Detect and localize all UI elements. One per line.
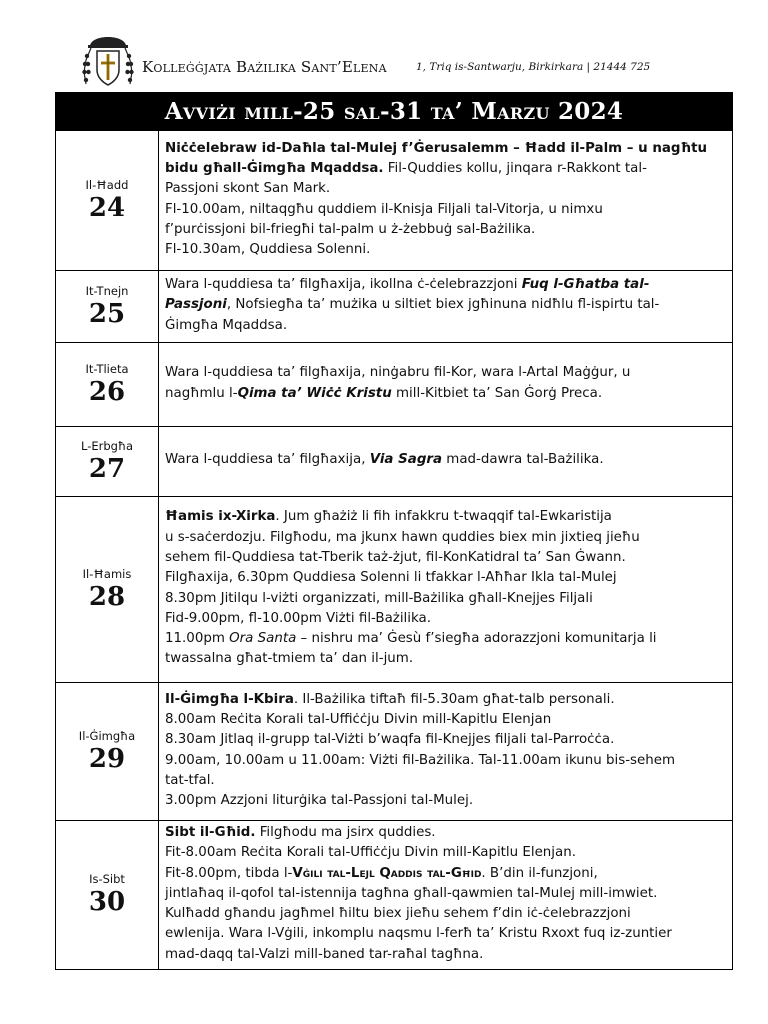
notice-line: [165, 649, 726, 669]
day-name: Il-Ġimgħa: [78, 728, 136, 743]
notice-line: [165, 316, 726, 336]
day-number: 26: [88, 376, 126, 407]
notice-segment: . Il-Bażilika tiftaħ fil-5.30am għat-talb personali.: [293, 691, 615, 707]
page-title: Avviżi mill-25 sal-31 ta’ Marzu 2024: [55, 92, 733, 130]
notice-line: [165, 450, 726, 470]
day-cell: [56, 683, 159, 821]
notice-segment: Ora Santa: [229, 631, 297, 647]
notice-segment: . Jum għażiż li fih infakkru t-twaqqif tal-Ewkaristija: [275, 509, 612, 525]
notice-segment: Niċċelebraw id-Daħla tal-Mulej f’Ġerusalemm – Ħadd il-Palm – u nagħtu: [165, 140, 708, 156]
notice-line: [165, 159, 726, 179]
day-cell: [56, 271, 159, 343]
notice-line: [165, 904, 726, 924]
notice-segment: – nishru ma’ Ġesù f’siegħa adorazzjoni komunitarja li: [296, 631, 657, 647]
notice-segment: 11.00pm: [165, 631, 230, 647]
notice-segment: Il-Ġimgħa l-Kbira: [165, 691, 294, 707]
notice-text: [159, 131, 733, 271]
day-row: [56, 343, 733, 427]
notice-line: [165, 864, 726, 884]
notice-text: [159, 343, 733, 427]
day-cell: [56, 821, 159, 970]
coat-of-arms-icon: [82, 34, 134, 90]
notice-line: [165, 275, 726, 295]
notice-line: [165, 528, 726, 548]
notice-segment: mad-dawra tal-Bażilika.: [442, 452, 604, 468]
notice-text: [159, 427, 733, 497]
day-name: Is-Sibt: [89, 872, 125, 887]
notice-segment: 8.30pm Jitilqu l-viżti organizzati, mill-Bażilika għall-Knejjes Filjali: [165, 590, 593, 606]
notice-segment: Fil-Quddies kollu, jinqara r-Rakkont tal-: [383, 160, 647, 176]
notice-segment: Ġimgħa Mqaddsa.: [165, 317, 288, 333]
day-number: 25: [88, 298, 126, 329]
notice-segment: sehem fil-Quddiesa tat-Tberik taż-żjut, fil-KonKatidral ta’ San Ġwann.: [165, 549, 626, 565]
notice-line: [165, 589, 726, 609]
notice-segment: Passjoni: [165, 297, 227, 313]
notice-segment: twassalna għat-tmiem ta’ dan il-jum.: [165, 651, 414, 667]
parish-name: Kolleġġjata Bażilika Sant’Elena: [142, 58, 387, 76]
notice-segment: Sibt il-Għid.: [165, 825, 256, 840]
notice-line: [165, 823, 726, 843]
notice-segment: Qima ta’ Wiċċ Kristu: [237, 385, 392, 401]
notice-segment: 3.00pm Azzjoni liturġika tal-Passjoni tal-Mulej.: [165, 793, 474, 809]
day-number: 27: [88, 453, 126, 484]
notice-line: [165, 139, 726, 159]
notice-segment: f’purċissjoni bil-friegħi tal-palm u ż-żebbuġ sal-Bażilika.: [165, 221, 536, 237]
notice-line: [165, 751, 726, 771]
notice-segment: Fl-10.30am, Quddiesa Solenni.: [165, 242, 371, 258]
notice-line: [165, 730, 726, 750]
day-cell: [56, 427, 159, 497]
notice-segment: Fit-8.00pm, tibda l-: [165, 865, 293, 881]
notice-segment: bidu għall-Ġimgħa Mqaddsa.: [165, 160, 384, 176]
notice-segment: 8.00am Reċita Korali tal-Uffiċċju Divin mill-Kapitlu Elenjan: [165, 711, 552, 727]
notice-segment: Fid-9.00pm, fl-10.00pm Viżti fil-Bażilika.: [165, 610, 431, 626]
notice-segment: 8.30am Jitlaq il-grupp tal-Viżti b’waqfa fil-Knejjes filjali tal-Parroċċa.: [165, 732, 615, 748]
notice-line: [165, 629, 726, 649]
notice-line: [165, 240, 726, 260]
notice-segment: Passjoni skont San Mark.: [165, 181, 331, 197]
day-name: L-Erbgħa: [81, 438, 133, 453]
letterhead: [82, 34, 722, 90]
notice-line: [165, 200, 726, 220]
notice-segment: tat-tfal.: [165, 772, 215, 788]
notice-text: [159, 821, 733, 970]
day-cell: [56, 343, 159, 427]
notice-text: [159, 271, 733, 343]
notice-segment: nagħmlu l-: [165, 385, 238, 401]
day-number: 29: [88, 743, 126, 774]
notice-text: [159, 683, 733, 821]
notice-line: [165, 690, 726, 710]
parish-address: 1, Triq is-Santwarju, Birkirkara | 21444 725: [416, 61, 651, 73]
day-row: [56, 821, 733, 970]
notice-segment: Filgħaxija, 6.30pm Quddiesa Solenni li tfakkar l-Aħħar Ikla tal-Mulej: [165, 570, 617, 586]
day-name: Il-Ħadd: [85, 177, 129, 192]
notice-segment: 9.00am, 10.00am u 11.00am: Viżti fil-Bażilika. Tal-11.00am ikunu bis-sehem: [165, 752, 676, 768]
schedule-table: [55, 130, 733, 970]
notice-segment: Kulħadd għandu jagħmel ħiltu biex jieħu sehem f’din iċ-ċelebrazzjoni: [165, 906, 631, 922]
notice-segment: Fuq l-Għatba tal-: [521, 277, 650, 293]
notice-line: [165, 710, 726, 730]
notice-line: [165, 507, 726, 527]
notice-segment: Ħamis ix-Xirka: [165, 509, 276, 525]
notice-line: [165, 548, 726, 568]
day-number: 30: [88, 887, 126, 918]
day-name: It-Tlieta: [85, 361, 129, 376]
notice-line: [165, 220, 726, 240]
notice-segment: mad-daqq tal-Valzi mill-baned tar-raħal tagħna.: [165, 946, 484, 962]
notice-line: [165, 884, 726, 904]
day-number: 24: [88, 192, 126, 223]
notice-segment: Fl-10.00am, niltaqgħu quddiem il-Knisja Filjali tal-Vitorja, u nimxu: [165, 201, 603, 217]
notice-line: [165, 363, 726, 383]
day-name: It-Tnejn: [85, 283, 129, 298]
day-row: [56, 497, 733, 683]
notice-segment: u s-saċerdozju. Filgħodu, ma jkunx hawn quddies biex min jixtieq jieħu: [165, 529, 640, 545]
notice-line: [165, 924, 726, 944]
notice-text: [159, 497, 733, 683]
notice-segment: Wara l-quddiesa ta’ filgħaxija, ikollna ċ-ċelebrazzjoni: [165, 277, 522, 293]
day-cell: [56, 497, 159, 683]
notice-segment: Wara l-quddiesa ta’ filgħaxija,: [165, 452, 370, 468]
day-row: [56, 683, 733, 821]
notice-segment: . B’din il-funzjoni,: [481, 865, 598, 881]
notice-line: [165, 179, 726, 199]
notice-segment: jintlaħaq il-qofol tal-istennija tagħna għall-qawmien tal-Mulej mill-imwiet.: [165, 885, 658, 901]
day-cell: [56, 131, 159, 271]
day-row: [56, 427, 733, 497]
notice-line: [165, 609, 726, 629]
notice-line: [165, 843, 726, 863]
notice-segment: mill-Kitbiet ta’ San Ġorġ Preca.: [391, 385, 603, 401]
notice-line: [165, 384, 726, 404]
notice-segment: Filgħodu ma jsirx quddies.: [255, 825, 436, 840]
notice-line: [165, 771, 726, 791]
day-row: [56, 131, 733, 271]
notice-line: [165, 945, 726, 965]
notice-segment: Wara l-quddiesa ta’ filgħaxija, ninġabru fil-Kor, wara l-Artal Maġġur, u: [165, 365, 631, 381]
notice-line: [165, 791, 726, 811]
notice-segment: Via Sagra: [369, 452, 443, 468]
notice-segment: Fit-8.00am Reċita Korali tal-Uffiċċju Divin mill-Kapitlu Elenjan.: [165, 845, 576, 861]
day-row: [56, 271, 733, 343]
notice-line: [165, 295, 726, 315]
day-name: Il-Ħamis: [82, 566, 132, 581]
notice-segment: Vġili tal-Lejl Qaddis tal-Għid: [292, 865, 482, 881]
notice-segment: , Nofsiegħa ta’ mużika u siltiet biex jgħinuna nidħlu fl-ispirtu tal-: [226, 297, 660, 313]
notice-segment: ewlenija. Wara l-Vġili, inkomplu naqsmu l-ferħ ta’ Kristu Rxoxt fuq iz-zuntier: [165, 926, 672, 942]
day-number: 28: [88, 581, 126, 612]
notice-line: [165, 568, 726, 588]
